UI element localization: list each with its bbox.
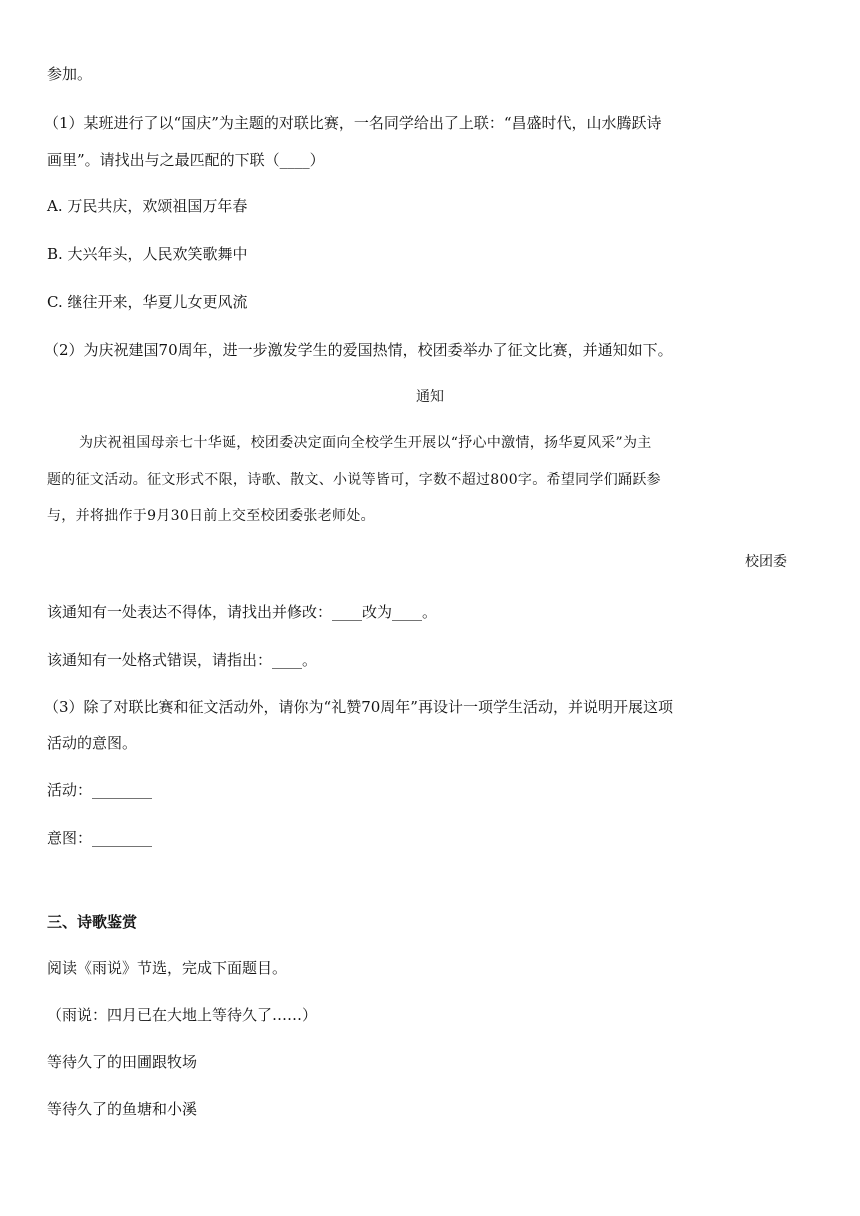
activity-blank: 活动：________ <box>47 781 153 799</box>
question-1-line-2: 画里”。请找出与之最匹配的下联（____） <box>47 151 325 169</box>
intent-blank: 意图：________ <box>47 829 153 847</box>
notice-body-line-1: 为庆祝祖国母亲七十华诞，校团委决定面向全校学生开展以“抒心中激情，扬华夏风采”为主 <box>79 435 652 451</box>
notice-title: 通知 <box>416 389 444 405</box>
section-intro: 阅读《雨说》节选，完成下面题目。 <box>47 959 288 977</box>
option-b: B. 大兴年头，人民欢笑歌舞中 <box>47 245 248 263</box>
option-a: A. 万民共庆，欢颂祖国万年春 <box>47 197 248 215</box>
question-2-ask-1: 该通知有一处表达不得体，请找出并修改：____改为____。 <box>47 603 438 621</box>
poem-line-1: （雨说：四月已在大地上等待久了……） <box>47 1006 318 1024</box>
poem-line-2: 等待久了的田圃跟牧场 <box>47 1053 198 1071</box>
poem-line-3: 等待久了的鱼塘和小溪 <box>47 1100 198 1118</box>
question-3-line-2: 活动的意图。 <box>47 734 138 752</box>
notice-signature: 校团委 <box>745 554 787 570</box>
question-2-intro: （2）为庆祝建国70周年，进一步激发学生的爱国热情，校团委举办了征文比赛，并通知如下。 <box>44 341 673 359</box>
question-3-line-1: （3）除了对联比赛和征文活动外，请你为“礼赞70周年”再设计一项学生活动，并说明开展这项 <box>44 698 673 716</box>
question-2-ask-2: 该通知有一处格式错误，请指出：____。 <box>47 651 318 669</box>
continued-text: 参加。 <box>47 65 93 83</box>
question-1-line-1: （1）某班进行了以“国庆”为主题的对联比赛，一名同学给出了上联：“昌盛时代，山水腾跃诗 <box>44 114 662 132</box>
notice-body-line-2: 题的征文活动。征文形式不限，诗歌、散文、小说等皆可，字数不超过800字。希望同学们踊跃参 <box>47 472 661 488</box>
notice-body-line-3: 与，并将拙作于9月30日前上交至校团委张老师处。 <box>47 508 375 524</box>
section-heading: 三、诗歌鉴赏 <box>47 913 138 931</box>
option-c: C. 继往开来，华夏儿女更风流 <box>47 293 248 311</box>
